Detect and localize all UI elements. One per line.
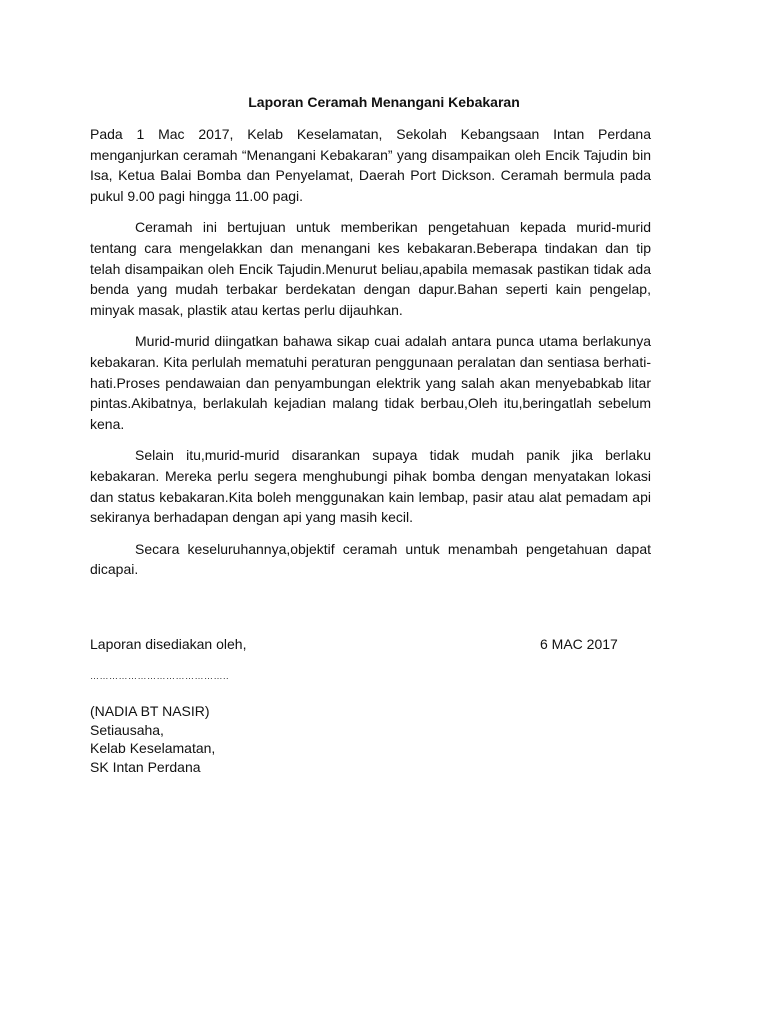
paragraph-no-panic: Selain itu,murid-murid disarankan supaya tidak mudah panik jika berlaku kebakaran. Mereka perlu segera menghubungi pihak bomba dengan menyatakan lokasi dan status kebakaran.Kita boleh menggunakan kain lembap, pasir atau alat pemadam api sekiranya berhadapan dengan api yang masih kecil. [90, 447, 651, 526]
signer-school: SK Intan Perdana [90, 758, 201, 775]
report-body [90, 124, 651, 591]
signer-position: Setiausaha, [90, 721, 164, 738]
signer-club: Kelab Keselamatan, [90, 740, 216, 756]
paragraph-intro: Pada 1 Mac 2017, Kelab Keselamatan, Sekolah Kebangsaan Intan Perdana menganjurkan ceramah “Menangani Kebakaran” yang disampaikan oleh Encik Tajudin bin Isa, Ketua Balai Bomba dan Penyelamat, Daerah Port Dickson. Ceramah bermula pada pukul 9.00 pagi hingga 11.00 pagi. [90, 126, 651, 204]
report-date: 6 MAC 2017 [540, 636, 618, 652]
report-title: Laporan Ceramah Menangani Kebakaran [248, 94, 520, 110]
signer-name: (NADIA BT NASIR) [90, 703, 210, 719]
paragraph-carelessness: Murid-murid diingatkan bahawa sikap cuai adalah antara punca utama berlakunya kebakaran. Kita perlulah mematuhi peraturan penggunaan peralatan dan sentiasa berhati-hati.Proses pendawaian dan penyambungan elektrik yang salah akan menyebabkab litar pintas.Akibatnya, berlakulah kejadian malang tidak berbau,Oleh itu,beringatlah sebelum kena. [90, 333, 651, 432]
paragraph-conclusion: Secara keseluruhannya,objektif ceramah untuk menambah pengetahuan dapat dicapai. [90, 540, 651, 578]
prepared-by-label: Laporan disediakan oleh, [90, 636, 247, 652]
signer-block [90, 702, 215, 776]
paragraph-objective: Ceramah ini bertujuan untuk memberikan pengetahuan kepada murid-murid tentang cara mengelakkan dan menangani kes kebakaran.Beberapa tindakan dan tip telah disampaikan oleh Encik Tajudin.Menurut beliau,apabila memasak pastikan tidak ada benda yang mudah terbakar berdekatan dengan dapur.Bahan seperti kain pengelap, minyak masak, plastik atau kertas perlu dijauhkan. [90, 219, 651, 318]
signature-line: …………………………………….. [90, 671, 230, 681]
